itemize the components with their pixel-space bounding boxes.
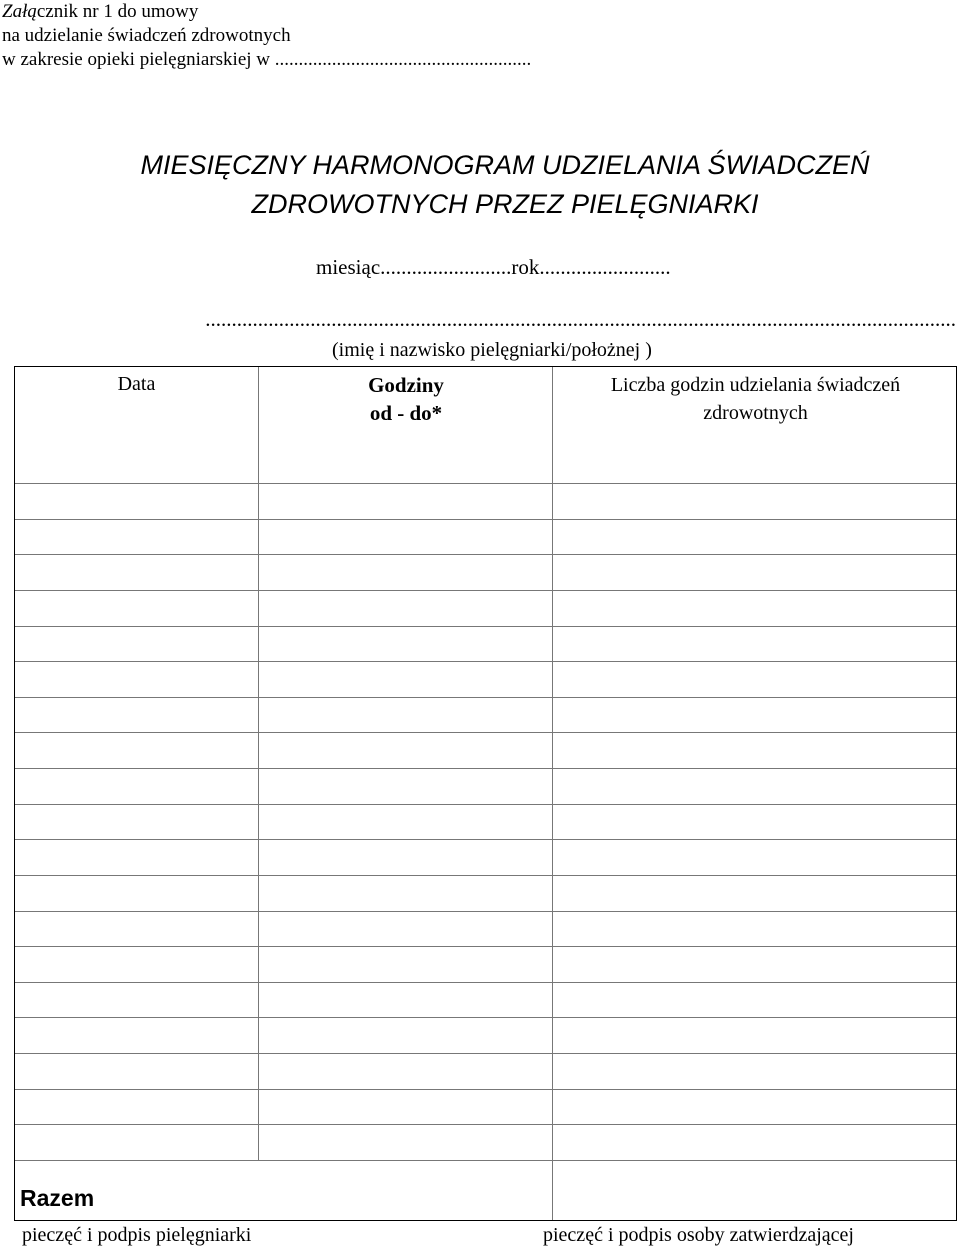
attachment-line3: w zakresie opieki pielęgniarskiej w ...................................................... bbox=[2, 49, 532, 70]
table-row-line bbox=[15, 626, 956, 627]
table-row-line bbox=[15, 946, 956, 947]
col-divider-2 bbox=[552, 367, 553, 1220]
attachment-line1-rest: cznik nr 1 do umowy bbox=[36, 1, 199, 22]
month-year-field: miesiąc.........................rok......................... bbox=[316, 255, 671, 279]
title-line2: ZDROWOTNYCH PRZEZ PIELĘGNIARKI bbox=[251, 189, 759, 219]
table-row-line bbox=[15, 519, 956, 520]
table-row-line bbox=[15, 768, 956, 769]
title-line1: MIESIĘCZNY HARMONOGRAM UDZIELANIA ŚWIADCZEŃ bbox=[140, 150, 870, 180]
table-row-line bbox=[15, 483, 956, 484]
name-dotted-line: ............................................................................................................................................... bbox=[205, 307, 956, 331]
total-label: Razem bbox=[20, 1185, 95, 1211]
attachment-line2: na udzielanie świadczeń zdrowotnych bbox=[2, 25, 291, 46]
table-row-line bbox=[15, 804, 956, 805]
header-hours-line2: od - do* bbox=[369, 401, 443, 425]
signature-approver: pieczęć i podpis osoby zatwierdzającej bbox=[543, 1224, 854, 1246]
table-row-line bbox=[15, 839, 956, 840]
signature-nurse: pieczęć i podpis pielęgniarki bbox=[22, 1224, 252, 1246]
schedule-table bbox=[14, 366, 957, 1221]
table-row-line bbox=[15, 1053, 956, 1054]
table-row-line bbox=[15, 875, 956, 876]
attachment-line1-italic: Załą bbox=[2, 1, 37, 22]
col-divider-1 bbox=[258, 367, 259, 1160]
table-row-line bbox=[15, 982, 956, 983]
table-row-line bbox=[15, 1017, 956, 1018]
header-hours bbox=[260, 371, 552, 427]
header-hours-count bbox=[553, 371, 958, 427]
header-count-line1: Liczba godzin udzielania świadczeń bbox=[610, 374, 901, 396]
table-row-line bbox=[15, 1160, 956, 1161]
header-date: Data bbox=[117, 373, 156, 395]
attachment-header bbox=[2, 0, 531, 72]
table-row-line bbox=[15, 554, 956, 555]
header-hours-line1: Godziny bbox=[368, 373, 444, 397]
table-row-line bbox=[15, 911, 956, 912]
table-row-line bbox=[15, 732, 956, 733]
header-count-line2: zdrowotnych bbox=[703, 402, 808, 424]
name-caption: (imię i nazwisko pielęgniarki/położnej ) bbox=[332, 339, 652, 361]
document-title bbox=[0, 146, 960, 224]
table-row-line bbox=[15, 590, 956, 591]
table-row-line bbox=[15, 697, 956, 698]
table-row-line bbox=[15, 1089, 956, 1090]
table-row-line bbox=[15, 1124, 956, 1125]
table-row-line bbox=[15, 661, 956, 662]
